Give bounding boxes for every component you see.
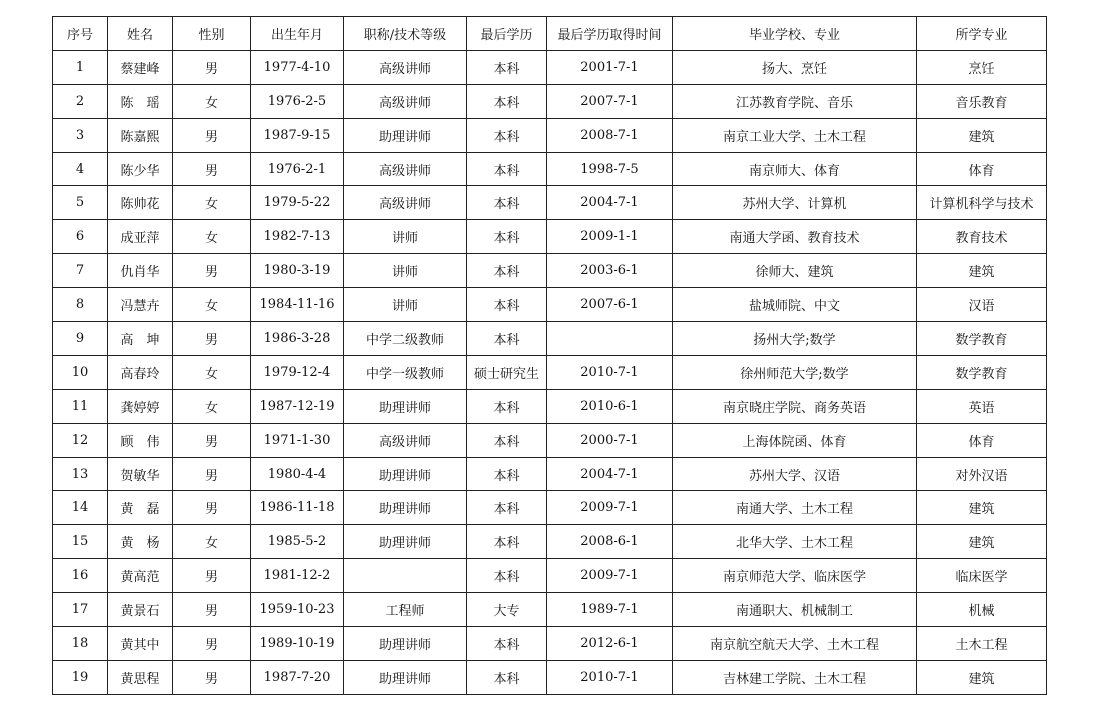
cell-birthdate: 1976-2-1 xyxy=(251,152,344,186)
cell-school-major: 南京工业大学、土木工程 xyxy=(673,118,917,152)
cell-birthdate: 1979-5-22 xyxy=(251,186,344,220)
cell-birthdate: 1979-12-4 xyxy=(251,355,344,389)
table-row xyxy=(53,118,1047,152)
cell-title: 高级讲师 xyxy=(344,84,467,118)
cell-name: 黄 磊 xyxy=(108,491,173,525)
cell-gender: 女 xyxy=(173,84,251,118)
cell-birthdate: 1959-10-23 xyxy=(251,593,344,627)
cell-birthdate: 1976-2-5 xyxy=(251,84,344,118)
cell-field: 建筑 xyxy=(917,525,1047,559)
table-row xyxy=(53,593,1047,627)
cell-gender: 女 xyxy=(173,525,251,559)
cell-field: 英语 xyxy=(917,389,1047,423)
table-row xyxy=(53,186,1047,220)
cell-birthdate: 1987-12-19 xyxy=(251,389,344,423)
cell-education-date: 2009-7-1 xyxy=(547,491,673,525)
cell-gender: 男 xyxy=(173,118,251,152)
cell-title xyxy=(344,559,467,593)
cell-title: 讲师 xyxy=(344,220,467,254)
header-school-major: 毕业学校、专业 xyxy=(673,17,917,51)
staff-table xyxy=(52,16,1047,695)
cell-field: 教育技术 xyxy=(917,220,1047,254)
cell-index: 8 xyxy=(53,288,108,322)
cell-gender: 男 xyxy=(173,627,251,661)
cell-title: 中学一级教师 xyxy=(344,355,467,389)
cell-birthdate: 1971-1-30 xyxy=(251,423,344,457)
cell-education: 本科 xyxy=(467,220,547,254)
cell-education-date: 2010-6-1 xyxy=(547,389,673,423)
cell-school-major: 苏州大学、计算机 xyxy=(673,186,917,220)
cell-school-major: 扬大、烹饪 xyxy=(673,50,917,84)
cell-name: 成亚萍 xyxy=(108,220,173,254)
cell-field: 建筑 xyxy=(917,254,1047,288)
cell-field: 汉语 xyxy=(917,288,1047,322)
cell-index: 3 xyxy=(53,118,108,152)
cell-education-date: 2008-6-1 xyxy=(547,525,673,559)
header-gender: 性别 xyxy=(173,17,251,51)
cell-birthdate: 1981-12-2 xyxy=(251,559,344,593)
cell-name: 顾 伟 xyxy=(108,423,173,457)
cell-field: 体育 xyxy=(917,423,1047,457)
cell-field: 机械 xyxy=(917,593,1047,627)
cell-title: 助理讲师 xyxy=(344,525,467,559)
cell-education-date: 2000-7-1 xyxy=(547,423,673,457)
cell-birthdate: 1985-5-2 xyxy=(251,525,344,559)
cell-education-date: 2012-6-1 xyxy=(547,627,673,661)
cell-education-date: 2001-7-1 xyxy=(547,50,673,84)
cell-education: 本科 xyxy=(467,84,547,118)
table-row xyxy=(53,50,1047,84)
table-row xyxy=(53,660,1047,694)
cell-school-major: 南京师范大学、临床医学 xyxy=(673,559,917,593)
header-field: 所学专业 xyxy=(917,17,1047,51)
table-row xyxy=(53,389,1047,423)
cell-index: 16 xyxy=(53,559,108,593)
cell-gender: 男 xyxy=(173,660,251,694)
cell-school-major: 吉林建工学院、土木工程 xyxy=(673,660,917,694)
cell-education: 本科 xyxy=(467,50,547,84)
cell-school-major: 徐师大、建筑 xyxy=(673,254,917,288)
cell-education: 本科 xyxy=(467,152,547,186)
cell-gender: 男 xyxy=(173,457,251,491)
cell-field: 烹饪 xyxy=(917,50,1047,84)
cell-name: 仇肖华 xyxy=(108,254,173,288)
cell-name: 陈嘉熙 xyxy=(108,118,173,152)
cell-index: 19 xyxy=(53,660,108,694)
cell-field: 数学教育 xyxy=(917,355,1047,389)
cell-gender: 女 xyxy=(173,288,251,322)
header-birthdate: 出生年月 xyxy=(251,17,344,51)
header-title: 职称/技术等级 xyxy=(344,17,467,51)
cell-field: 音乐教育 xyxy=(917,84,1047,118)
cell-index: 10 xyxy=(53,355,108,389)
cell-title: 助理讲师 xyxy=(344,457,467,491)
cell-school-major: 江苏教育学院、音乐 xyxy=(673,84,917,118)
cell-title: 工程师 xyxy=(344,593,467,627)
table-row xyxy=(53,559,1047,593)
cell-gender: 男 xyxy=(173,559,251,593)
cell-title: 助理讲师 xyxy=(344,389,467,423)
cell-gender: 女 xyxy=(173,186,251,220)
cell-education: 本科 xyxy=(467,288,547,322)
cell-field: 建筑 xyxy=(917,660,1047,694)
cell-gender: 男 xyxy=(173,423,251,457)
cell-index: 1 xyxy=(53,50,108,84)
table-row xyxy=(53,322,1047,356)
cell-index: 14 xyxy=(53,491,108,525)
cell-school-major: 南通大学函、教育技术 xyxy=(673,220,917,254)
cell-index: 9 xyxy=(53,322,108,356)
cell-title: 高级讲师 xyxy=(344,423,467,457)
cell-education: 本科 xyxy=(467,423,547,457)
cell-education: 本科 xyxy=(467,627,547,661)
cell-school-major: 苏州大学、汉语 xyxy=(673,457,917,491)
table-row xyxy=(53,84,1047,118)
table-row xyxy=(53,152,1047,186)
cell-education-date: 2003-6-1 xyxy=(547,254,673,288)
cell-education-date: 2004-7-1 xyxy=(547,457,673,491)
table-row xyxy=(53,355,1047,389)
cell-index: 5 xyxy=(53,186,108,220)
cell-education: 本科 xyxy=(467,322,547,356)
cell-education-date: 2007-6-1 xyxy=(547,288,673,322)
cell-education-date: 2004-7-1 xyxy=(547,186,673,220)
cell-education: 大专 xyxy=(467,593,547,627)
cell-education: 本科 xyxy=(467,254,547,288)
cell-field: 建筑 xyxy=(917,491,1047,525)
cell-title: 助理讲师 xyxy=(344,118,467,152)
cell-name: 陈少华 xyxy=(108,152,173,186)
cell-gender: 男 xyxy=(173,593,251,627)
cell-education: 本科 xyxy=(467,389,547,423)
cell-name: 黄景石 xyxy=(108,593,173,627)
cell-name: 陈 瑶 xyxy=(108,84,173,118)
cell-education: 本科 xyxy=(467,457,547,491)
table-row xyxy=(53,491,1047,525)
cell-name: 黄高范 xyxy=(108,559,173,593)
cell-title: 中学二级教师 xyxy=(344,322,467,356)
cell-birthdate: 1986-3-28 xyxy=(251,322,344,356)
cell-name: 高 坤 xyxy=(108,322,173,356)
cell-field: 体育 xyxy=(917,152,1047,186)
cell-title: 助理讲师 xyxy=(344,491,467,525)
cell-education-date: 2008-7-1 xyxy=(547,118,673,152)
cell-education-date: 1989-7-1 xyxy=(547,593,673,627)
cell-name: 高春玲 xyxy=(108,355,173,389)
table-row xyxy=(53,525,1047,559)
cell-school-major: 南通职大、机械制工 xyxy=(673,593,917,627)
cell-birthdate: 1982-7-13 xyxy=(251,220,344,254)
cell-title: 高级讲师 xyxy=(344,50,467,84)
cell-title: 助理讲师 xyxy=(344,627,467,661)
cell-birthdate: 1989-10-19 xyxy=(251,627,344,661)
cell-name: 黄其中 xyxy=(108,627,173,661)
table-row xyxy=(53,288,1047,322)
cell-education-date: 2009-7-1 xyxy=(547,559,673,593)
header-name: 姓名 xyxy=(108,17,173,51)
cell-education-date: 2010-7-1 xyxy=(547,355,673,389)
cell-gender: 男 xyxy=(173,322,251,356)
cell-birthdate: 1987-9-15 xyxy=(251,118,344,152)
cell-name: 贺敏华 xyxy=(108,457,173,491)
cell-field: 数学教育 xyxy=(917,322,1047,356)
header-index: 序号 xyxy=(53,17,108,51)
cell-index: 11 xyxy=(53,389,108,423)
cell-birthdate: 1986-11-18 xyxy=(251,491,344,525)
cell-index: 7 xyxy=(53,254,108,288)
header-education: 最后学历 xyxy=(467,17,547,51)
cell-gender: 男 xyxy=(173,152,251,186)
cell-education: 本科 xyxy=(467,559,547,593)
cell-gender: 男 xyxy=(173,254,251,288)
table-row xyxy=(53,254,1047,288)
cell-name: 黄 杨 xyxy=(108,525,173,559)
cell-name: 陈帅花 xyxy=(108,186,173,220)
table-row xyxy=(53,627,1047,661)
cell-field: 临床医学 xyxy=(917,559,1047,593)
cell-education-date: 2007-7-1 xyxy=(547,84,673,118)
cell-school-major: 南通大学、土木工程 xyxy=(673,491,917,525)
cell-title: 高级讲师 xyxy=(344,152,467,186)
cell-index: 2 xyxy=(53,84,108,118)
cell-education: 本科 xyxy=(467,525,547,559)
cell-school-major: 南京师大、体育 xyxy=(673,152,917,186)
table-row xyxy=(53,423,1047,457)
cell-education: 本科 xyxy=(467,660,547,694)
cell-birthdate: 1977-4-10 xyxy=(251,50,344,84)
cell-education: 本科 xyxy=(467,118,547,152)
cell-index: 17 xyxy=(53,593,108,627)
table-row xyxy=(53,457,1047,491)
cell-field: 计算机科学与技术 xyxy=(917,186,1047,220)
cell-title: 讲师 xyxy=(344,288,467,322)
cell-gender: 男 xyxy=(173,50,251,84)
cell-index: 12 xyxy=(53,423,108,457)
cell-school-major: 扬州大学;数学 xyxy=(673,322,917,356)
cell-name: 冯慧卉 xyxy=(108,288,173,322)
cell-gender: 女 xyxy=(173,389,251,423)
cell-education-date xyxy=(547,322,673,356)
cell-name: 龚婷婷 xyxy=(108,389,173,423)
cell-birthdate: 1987-7-20 xyxy=(251,660,344,694)
cell-title: 讲师 xyxy=(344,254,467,288)
cell-birthdate: 1980-3-19 xyxy=(251,254,344,288)
cell-school-major: 徐州师范大学;数学 xyxy=(673,355,917,389)
cell-title: 助理讲师 xyxy=(344,660,467,694)
cell-school-major: 南京晓庄学院、商务英语 xyxy=(673,389,917,423)
cell-title: 高级讲师 xyxy=(344,186,467,220)
header-row xyxy=(53,17,1047,51)
cell-index: 13 xyxy=(53,457,108,491)
cell-school-major: 南京航空航天大学、土木工程 xyxy=(673,627,917,661)
cell-education-date: 2009-1-1 xyxy=(547,220,673,254)
cell-education: 本科 xyxy=(467,491,547,525)
table-row xyxy=(53,220,1047,254)
header-education-date: 最后学历取得时间 xyxy=(547,17,673,51)
cell-birthdate: 1980-4-4 xyxy=(251,457,344,491)
cell-index: 18 xyxy=(53,627,108,661)
cell-field: 建筑 xyxy=(917,118,1047,152)
cell-index: 6 xyxy=(53,220,108,254)
cell-field: 对外汉语 xyxy=(917,457,1047,491)
cell-school-major: 上海体院函、体育 xyxy=(673,423,917,457)
cell-index: 4 xyxy=(53,152,108,186)
cell-field: 土木工程 xyxy=(917,627,1047,661)
cell-index: 15 xyxy=(53,525,108,559)
cell-education-date: 1998-7-5 xyxy=(547,152,673,186)
cell-school-major: 盐城师院、中文 xyxy=(673,288,917,322)
cell-birthdate: 1984-11-16 xyxy=(251,288,344,322)
cell-name: 蔡建峰 xyxy=(108,50,173,84)
cell-gender: 女 xyxy=(173,220,251,254)
cell-education-date: 2010-7-1 xyxy=(547,660,673,694)
cell-education: 本科 xyxy=(467,186,547,220)
cell-school-major: 北华大学、土木工程 xyxy=(673,525,917,559)
cell-education: 硕士研究生 xyxy=(467,355,547,389)
cell-gender: 女 xyxy=(173,355,251,389)
cell-name: 黄思程 xyxy=(108,660,173,694)
cell-gender: 男 xyxy=(173,491,251,525)
